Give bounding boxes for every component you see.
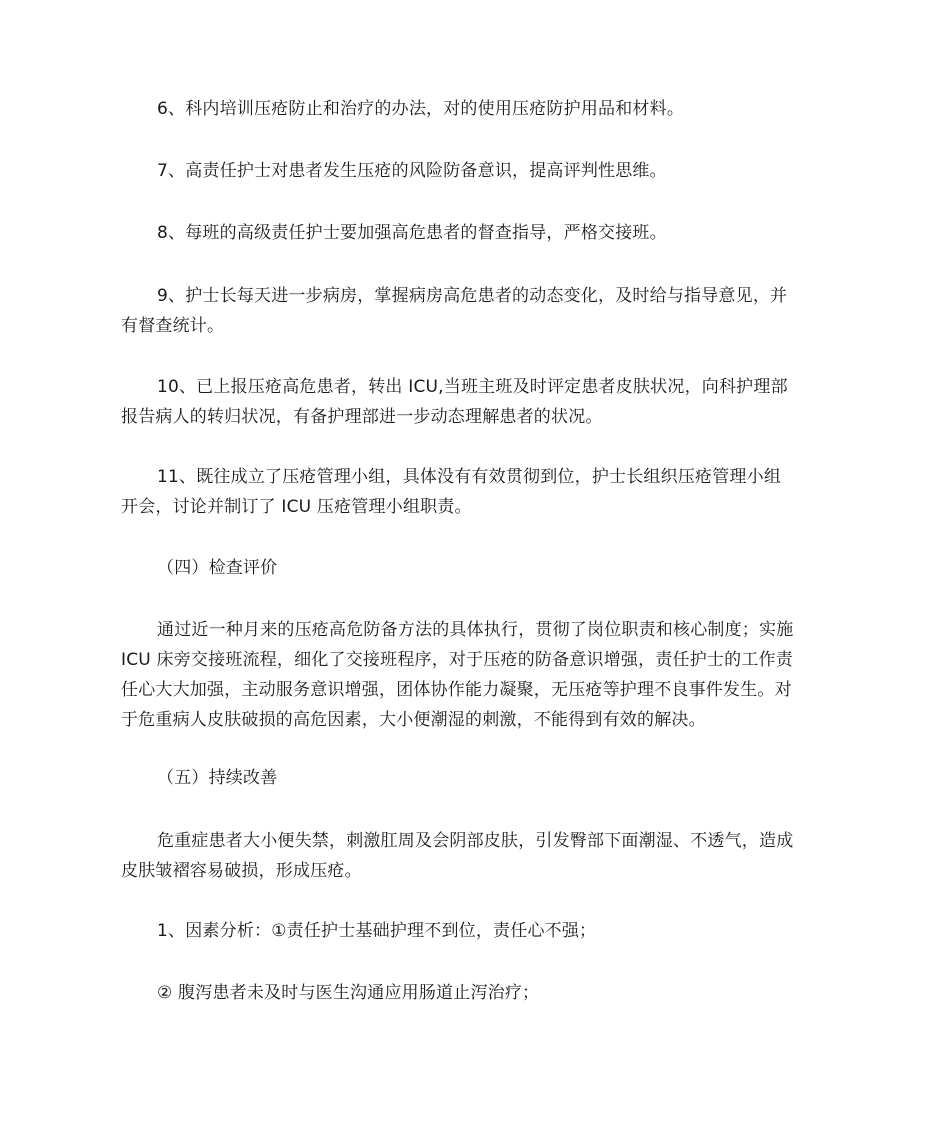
paragraph-line: 任心大大加强，主动服务意识增强，团体协作能力凝聚，无压疮等护理不良事件发生。对 [121,680,792,700]
paragraph-line: 6、科内培训压疮防止和治疗的办法，对的使用压疮防护用品和材料。 [157,99,685,119]
paragraph-line: 10、已上报压疮高危患者，转出 ICU,当班主班及时评定患者皮肤状况，向科护理部 [157,377,788,397]
section-heading-continuous-improvement [121,763,831,793]
paragraph-line: 7、高责任护士对患者发生压疮的风险防备意识，提高评判性思维。 [157,161,667,181]
paragraph-item-11 [121,462,831,522]
paragraph-line: 危重症患者大小便失禁，刺激肛周及会阴部皮肤，引发臀部下面潮湿、不透气，造成 [157,831,794,851]
section-heading-text: （四）检查评价 [157,558,278,578]
paragraph-line: 报告病人的转归状况，有备护理部进一步动态理解患者的状况。 [121,407,603,427]
paragraph-line: 通过近一种月来的压疮高危防备方法的具体执行，贯彻了岗位职责和核心制度；实施 [157,620,794,640]
paragraph-line: 皮肤皱褶容易破损，形成压疮。 [121,861,362,881]
paragraph-line: 9、护士长每天进一步病房，掌握病房高危患者的动态变化，及时给与指导意见，并 [157,286,788,306]
section-heading-text: （五）持续改善 [157,768,278,788]
paragraph-item-9 [121,281,831,341]
paragraph-factor-2 [121,978,831,1008]
paragraph-item-10 [121,372,831,432]
paragraph-improvement-body [121,826,831,886]
paragraph-evaluation-body [121,615,831,735]
paragraph-factor-analysis [121,916,831,946]
paragraph-item-6 [121,94,831,124]
paragraph-line: ② 腹泻患者未及时与医生沟通应用肠道止泻治疗； [157,983,540,1003]
paragraph-line: 有督查统计。 [121,316,225,336]
paragraph-item-8 [121,218,831,248]
paragraph-line: 开会，讨论并制订了 ICU 压疮管理小组职责。 [121,497,472,517]
section-heading-check-evaluation [121,553,831,583]
paragraph-line: 1、因素分析：①责任护士基础护理不到位，责任心不强； [157,921,597,941]
paragraph-item-7 [121,156,831,186]
paragraph-line: 8、每班的高级责任护士要加强高危患者的督查指导，严格交接班。 [157,223,667,243]
paragraph-line: 于危重病人皮肤破损的高危因素，大小便潮湿的刺激，不能得到有效的解决。 [121,710,706,730]
paragraph-line: 11、既往成立了压疮管理小组，具体没有有效贯彻到位，护士长组织压疮管理小组 [157,467,782,487]
paragraph-line: ICU 床旁交接班流程，细化了交接班程序，对于压疮的防备意识增强，责任护士的工作责 [121,650,793,670]
